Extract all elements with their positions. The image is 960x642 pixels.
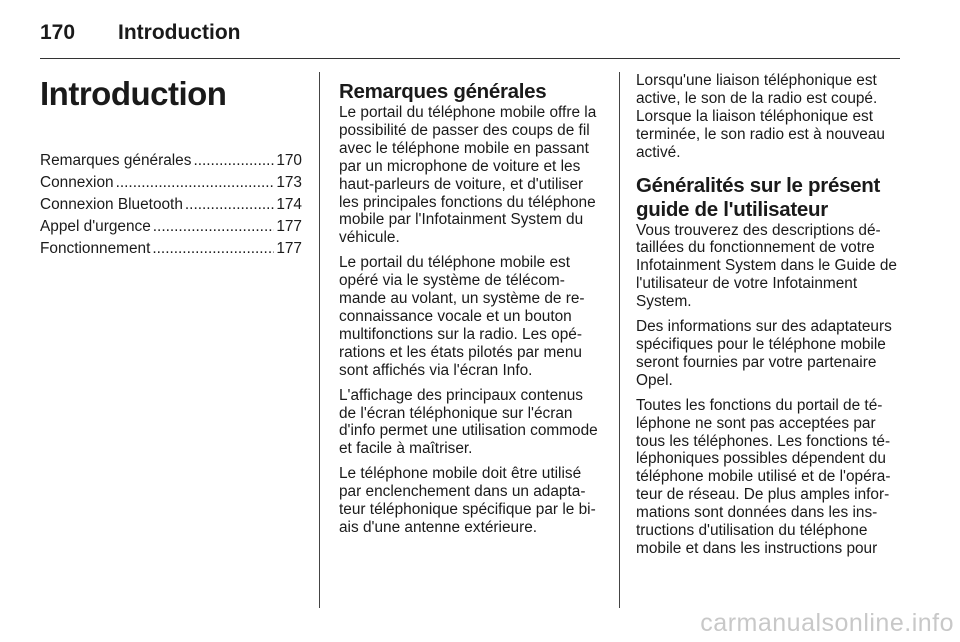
paragraph: Lorsqu'une liaison téléphonique est active, le son de la radio est coupé. Lorsque la liaison téléphonique est terminée, le son radio est à nouveau activé. [636, 72, 885, 161]
toc-entry-label: Connexion [40, 174, 114, 191]
toc-entry-page: 174 [276, 196, 302, 213]
toc-entry-label: Fonctionnement [40, 240, 151, 257]
paragraph: Le téléphone mobile doit être utilisé par enclenchement dans un adaptateur téléphonique spécifique par le biais d'une antenne extérieure. [339, 465, 596, 536]
chapter-title: Introduction [40, 75, 227, 112]
header-rule [40, 58, 900, 59]
table-of-contents [40, 150, 302, 260]
toc-entry-page: 177 [276, 218, 302, 235]
watermark: carmanualsonline.info [700, 609, 954, 637]
column-divider-1 [319, 72, 320, 608]
paragraph: Le portail du téléphone mobile est opéré via le système de télécommande au volant, un système de reconnaissance vocale et un bouton multifonctions sur la radio. Les opérations et les états pilotés par menu sont affichés via l'écran Info. [339, 254, 585, 379]
toc-entry-label: Remarques générales [40, 152, 192, 169]
toc-entry-page: 173 [276, 174, 302, 191]
toc-entry[interactable] [40, 238, 302, 260]
page-number: 170 [40, 21, 76, 44]
paragraph: L'affichage des principaux contenus de l'écran téléphonique sur l'écran d'info permet une utilisation commode et facile à maîtriser. [339, 386, 598, 458]
continuation-column [636, 72, 902, 565]
toc-entry-page: 177 [276, 240, 302, 257]
paragraph: Toutes les fonctions du portail de téléphone ne sont pas acceptées par tous les téléphones. Les fonctions téléphoniques possibles dépendent du téléphone mobile utilisé et de l'opérateur de réseau. De plus amples informations sont données dans les instructions d'utilisation du téléphone mobile et dans les instructions pour [636, 396, 891, 557]
toc-entry[interactable] [40, 150, 302, 172]
toc-leader-dots [193, 150, 274, 172]
toc-leader-dots [116, 172, 275, 194]
paragraph: Vous trouverez des descriptions détaillées du fonctionnement de votre Infotainment System dans le Guide de l'utilisateur de votre Infotainment System. [636, 221, 897, 311]
column-divider-2 [619, 72, 620, 608]
section-title: Généralités sur le présent guide de l'utilisateur [636, 173, 881, 221]
section-column [339, 72, 603, 544]
chapter-column [40, 72, 302, 260]
toc-entry-page: 170 [276, 152, 302, 169]
toc-leader-dots [152, 238, 274, 260]
toc-leader-dots [153, 216, 275, 238]
toc-leader-dots [185, 194, 274, 216]
toc-entry-label: Connexion Bluetooth [40, 196, 183, 213]
paragraph: Le portail du téléphone mobile offre la possibilité de passer des coups de fil avec le téléphone mobile en passant par un microphone de voiture et les haut-parleurs de voiture, et d'utiliser les principales fonctions du téléphone mobile par l'Infotainment System du véhicule. [339, 104, 597, 247]
paragraph: Des informations sur des adaptateurs spécifiques pour le téléphone mobile seront fournies par votre partenaire Opel. [636, 318, 892, 389]
toc-entry-label: Appel d'urgence [40, 218, 151, 235]
page-header [40, 18, 900, 48]
toc-entry[interactable] [40, 216, 302, 238]
section-title: Remarques générales [339, 80, 547, 103]
running-title: Introduction [118, 21, 241, 44]
toc-entry[interactable] [40, 194, 302, 216]
toc-entry[interactable] [40, 172, 302, 194]
